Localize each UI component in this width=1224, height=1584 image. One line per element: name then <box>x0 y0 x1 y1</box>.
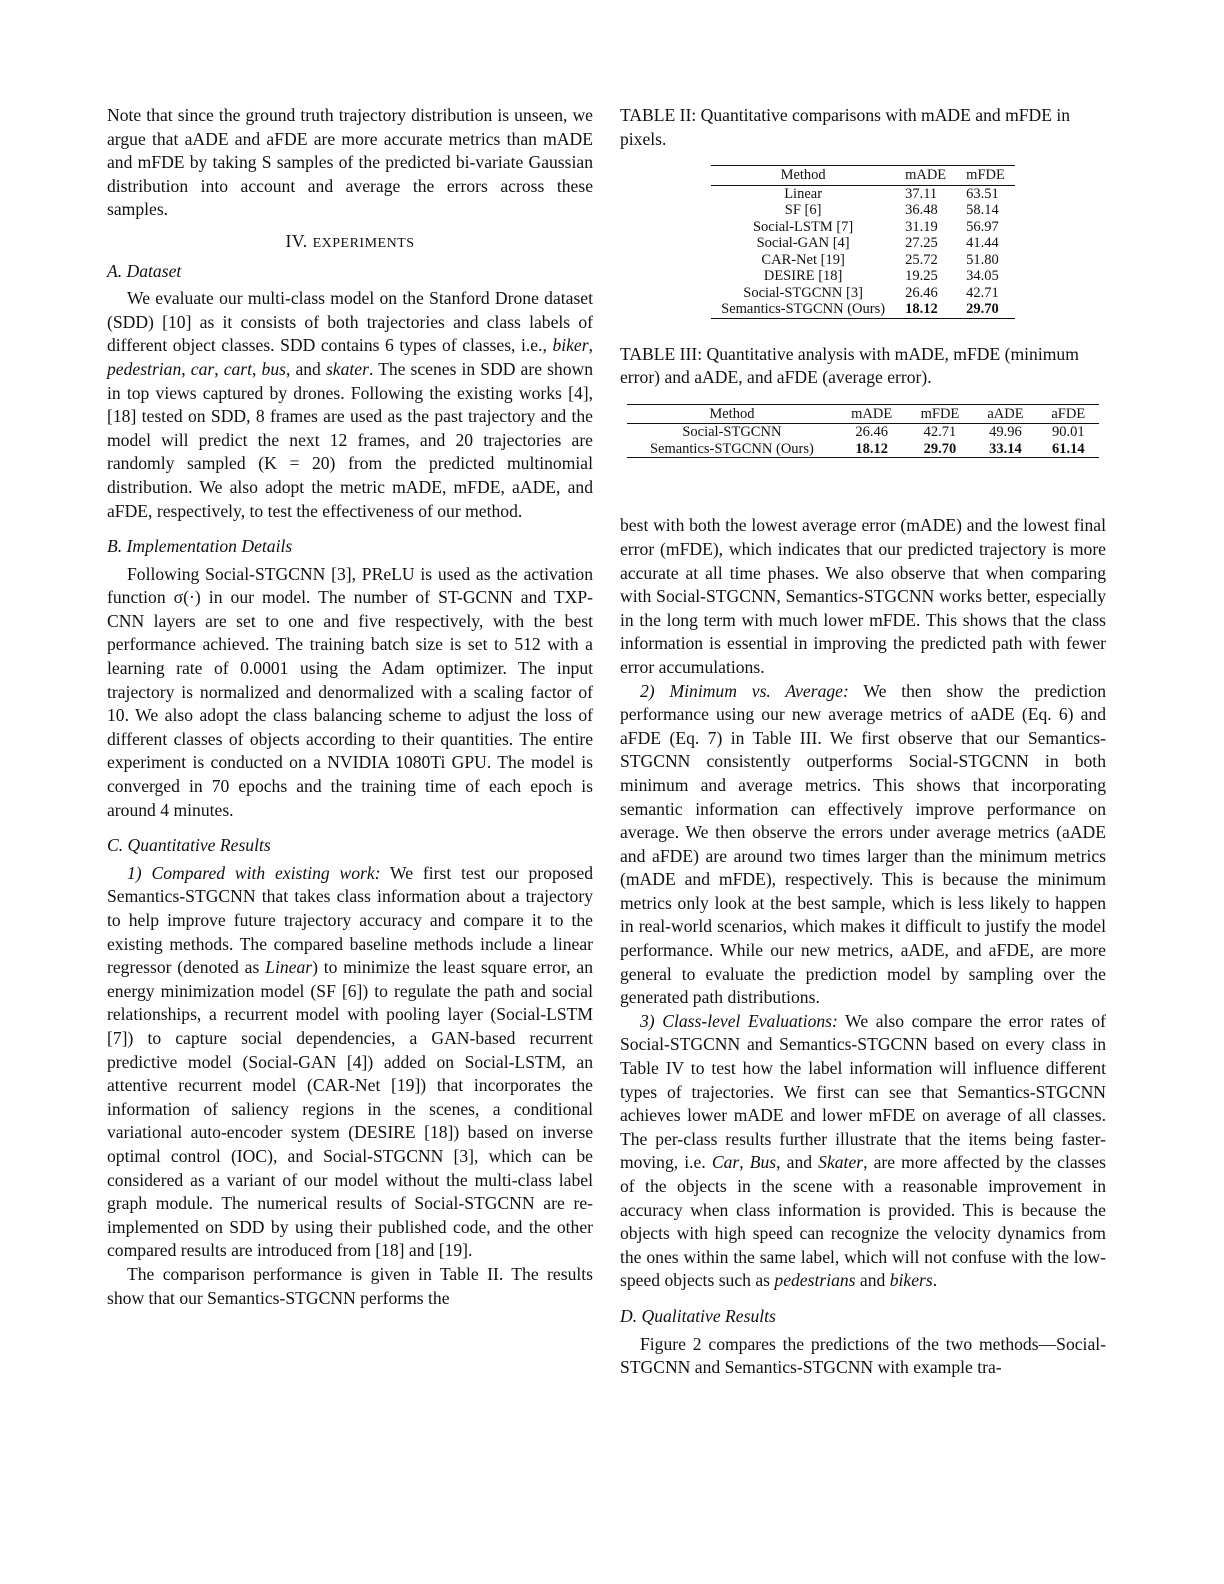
table3-header: mADE <box>837 404 907 424</box>
section-title-experiments <box>107 230 593 256</box>
table-iii <box>627 404 1099 459</box>
table-row: Semantics-STGCNN (Ours) 18.12 29.70 <box>711 301 1015 318</box>
subsection-quantitative: C. Quantitative Results <box>107 835 271 856</box>
table-row: Social-GAN [4] 27.25 41.44 <box>756 235 999 252</box>
table2-header: mFDE <box>956 166 1015 186</box>
table-row: Semantics-STGCNN (Ours) 18.12 29.70 33.14 61.14 <box>627 441 1099 458</box>
table-row: Social-LSTM [7] 31.19 56.97 <box>752 218 999 235</box>
table2-header: mADE <box>895 166 956 186</box>
left-column <box>107 104 593 1310</box>
table-row: Social-STGCNN 26.46 42.71 49.96 90.01 <box>682 424 1085 441</box>
continuation-paragraph: best with both the lowest average error (mADE) and the lowest final error (mFDE), which indicates that our predicted trajectory is more accurate at all time phases. We also observe that when comparing with Social-STGCNN, Semantics-STGCNN works better, especially in the long term with much lower mFDE. This shows that the class information is essential in improving the predicted path with fewer error accumulations. <box>620 515 1106 677</box>
table2-caption: TABLE II: Quantitative comparisons with mADE and mFDE in pixels. <box>620 105 1071 149</box>
subsection-qualitative: D. Qualitative Results <box>620 1305 776 1326</box>
intro-paragraph: Note that since the ground truth trajectory distribution is unseen, we argue that aADE and aFDE are more accurate metrics than mADE and mFDE by taking S samples of the predicted bi-variate Gaussian distribution into account and average the errors across these samples. <box>107 105 593 220</box>
subsection-dataset: A. Dataset <box>107 260 182 281</box>
implementation-paragraph: Following Social-STGCNN [3], PReLU is used as the activation function σ(·) in our model. The number of ST-GCNN and TXP-CNN layers are set to one and five respectively, with the best performance achieved. The training batch size is set to 512 with a learning rate of 0.0001 using the Adam optimizer. The input trajectory is normalized and denormalized with a scaling factor of 10. We also adopt the class balancing scheme to adjust the loss of different classes of objects according to their quantities. The entire experiment is conducted on a NVIDIA 1080Ti GPU. The model is converged in 70 epochs and the training time of each epoch is around 4 minutes. <box>107 563 593 820</box>
table-row: DESIRE [18] 19.25 34.05 <box>763 268 999 285</box>
section-name: EXPERIMENTS <box>312 235 415 251</box>
table3-header: Method <box>627 404 837 424</box>
performance-paragraph: The comparison performance is given in Table II. The results show that our Semantics-STGCNN performs the <box>107 1263 593 1308</box>
table3-header: aFDE <box>1038 404 1099 424</box>
table3-caption: TABLE III: Quantitative analysis with mADE, mFDE (minimum error) and aADE, and aFDE (average error). <box>620 343 1079 388</box>
qualitative-paragraph: Figure 2 compares the predictions of the two methods—Social-STGCNN and Semantics-STGCNN with example tra- <box>620 1333 1106 1378</box>
table-ii <box>711 165 1015 319</box>
right-column <box>620 104 1106 1380</box>
table-row: Social-STGCNN [3] 26.46 42.71 <box>743 284 999 301</box>
table-row: Linear 37.11 63.51 <box>784 185 999 202</box>
comparison-paragraph: 1) Compared with existing work: We first test our proposed Semantics-STGCNN that takes class information about a trajectory to help improve future trajectory accuracy and compare it to the existing methods. The compared baseline methods include a linear regressor (denoted as Linear) to minimize the least square error, an energy minimization model (SF [6]) to regulate the path and social relationships, a recurrent model with pooling layer (Social-LSTM [7]) to capture social dependencies, a GAN-based recurrent predictive model (Social-GAN [4]) added on Social-LSTM, an attentive recurrent model (CAR-Net [19]) that incorporates the information of saliency regions in the scenes, a conditional variational auto-encoder system (DESIRE [18]) based on inverse optimal control (IOC), and Social-STGCNN [3], which can be considered as a variant of our model without the multi-class label graph module. The numerical results of Social-STGCNN are re-implemented on SDD by using their published code, and the other compared results are introduced from [18] and [19]. <box>107 862 594 1261</box>
dataset-paragraph: We evaluate our multi-class model on the Stanford Drone dataset (SDD) [10] as it consists of both trajectories and class labels of different object classes. SDD contains 6 types of classes, i.e., biker, pedestrian, car, cart, bus, and skater. The scenes in SDD are shown in top views captured by drones. Following the existing works [4], [18] tested on SDD, 8 frames are used as the past trajectory and the model will predict the next 12 frames, and 20 trajectories are randomly sampled (K = 20) from the predicted multinomial distribution. We also adopt the metric mADE, mFDE, aADE, and aFDE, respectively, to test the effectiveness of our method. <box>107 288 594 521</box>
table2-header: Method <box>711 166 895 186</box>
table-row: CAR-Net [19] 25.72 51.80 <box>761 251 999 268</box>
table3-header: aADE <box>973 404 1037 424</box>
table3-header: mFDE <box>906 404 973 424</box>
table-row: SF [6] 36.48 58.14 <box>784 202 999 219</box>
min-vs-avg-paragraph: 2) Minimum vs. Average: We then show the prediction performance using our new average metrics of aADE (Eq. 6) and aFDE (Eq. 7) in Table III. We first observe that our Semantics-STGCNN consistently outperforms Social-STGCNN in both minimum and average metrics. This shows that incorporating semantic information can effectively improve performance on average. We then observe the errors under average metrics (aADE and aFDE) are around two times larger than the minimum metrics (mADE and mFDE), respectively. This is because the minimum metrics only look at the best sample, which is less likely to happen in real-world scenarios, which makes it difficult to justify the model performance. While our new metrics, aADE, and aFDE, are more general to evaluate the prediction model by sampling over the generated path distributions. <box>620 680 1106 1008</box>
section-number: IV. <box>285 230 313 251</box>
subsection-implementation: B. Implementation Details <box>107 536 293 557</box>
class-level-paragraph: 3) Class-level Evaluations: We also compare the error rates of Social-STGCNN and Semantics-STGCNN based on every class in Table IV to test how the label information will influence different types of trajectories. We first can see that Semantics-STGCNN achieves lower mADE and lower mFDE on average of all classes. The per-class results further illustrate that the items being faster-moving, i.e. Car, Bus, and Skater, are more affected by the classes of the objects in the scene with a reasonable improvement in accuracy when class information is provided. This is because the objects with high speed can recognize the velocity dynamics from the ones within the same label, which will not confuse with the low-speed objects such as pedestrians and bikers. <box>620 1010 1106 1291</box>
